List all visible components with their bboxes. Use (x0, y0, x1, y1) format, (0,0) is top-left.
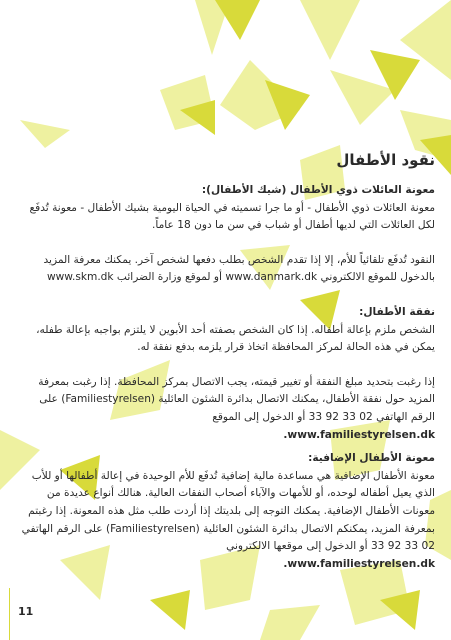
section-heading-family-allowance: معونة العائلات ذوي الأطفال (شيك الأطفال): (201, 184, 435, 196)
paragraph: إذا رغبت بتحديد مبلغ النفقة أو تغيير قيمته، يجب الاتصال بمركز المحافظة. إذا رغبت بمعرفة المزيد حول نفقة الأطفال، يمكنك الاتصال بدائرة الشئون العائلية (Familiestyrelsen) على الرقم الهاتفي 02 33 92 33 أو الدخول إلى الموقع (38, 375, 435, 423)
link-familiestyrelsen[interactable]: www.familiestyrelsen.dk. (283, 428, 435, 441)
paragraph: معونة العائلات ذوي الأطفال - أو ما جرا تسميته في الحياة اليومية بشيك الأطفال - معونة تُدفَع لكل العائلات التي لديها أطفال أو شباب في سن ما دون 18 عاماً. (29, 201, 435, 232)
page-number-rule (9, 588, 10, 640)
paragraph: معونة الأطفال الإضافية هي مساعدة مالية إضافية تُدفَع للأم الوحيدة في إعالة أطفالها أو للأب الذي يعيل أطفاله لوحده، أو للأمهات والآباء أصحاب النفقات العالية. هنالك أنواع عديدة من معونات الأطفال الإضافية. يمكنك التوجه إلى بلديتك إذا أردت طلب مثل هذه المعونة. إذا رغبتم بمعرفة المزيد، يمكنكم الاتصال بدائرة الشئون العائلية (Familiestyrelsen) على الرقم الهاتفي 02 33 92 33 أو الدخول إلى موقعها الالكتروني (21, 469, 435, 553)
section-heading-extra-allowance: معونة الأطفال الإضافية: (308, 452, 435, 465)
section-heading-child-support: نفقة الأطفال: (359, 305, 435, 318)
page-title: نقود الأطفال (336, 151, 435, 169)
page-number: 11 (18, 605, 34, 618)
paragraph: النقود تُدفَع تلقائياً للأم، إلا إذا تقدم الشخص بطلب دفعها لشخص آخر. يمكنك معرفة المزيد بالدخول للموقع الالكتروني www.danmark.dk أو لموقع وزارة الضرائب www.skm.dk (43, 253, 435, 284)
link-familiestyrelsen[interactable]: www.familiestyrelsen.dk. (283, 557, 435, 570)
paragraph: الشخص ملزم بإعالة أطفاله. إذا كان الشخص بصفته أحد الأبوين لا يلتزم بواجبه بإعالة طفله، يمكن في هذه الحالة لمركز المحافظة اتخاذ قرار يلزمه بدفع نفقة له. (36, 323, 435, 354)
article (16, 150, 435, 573)
